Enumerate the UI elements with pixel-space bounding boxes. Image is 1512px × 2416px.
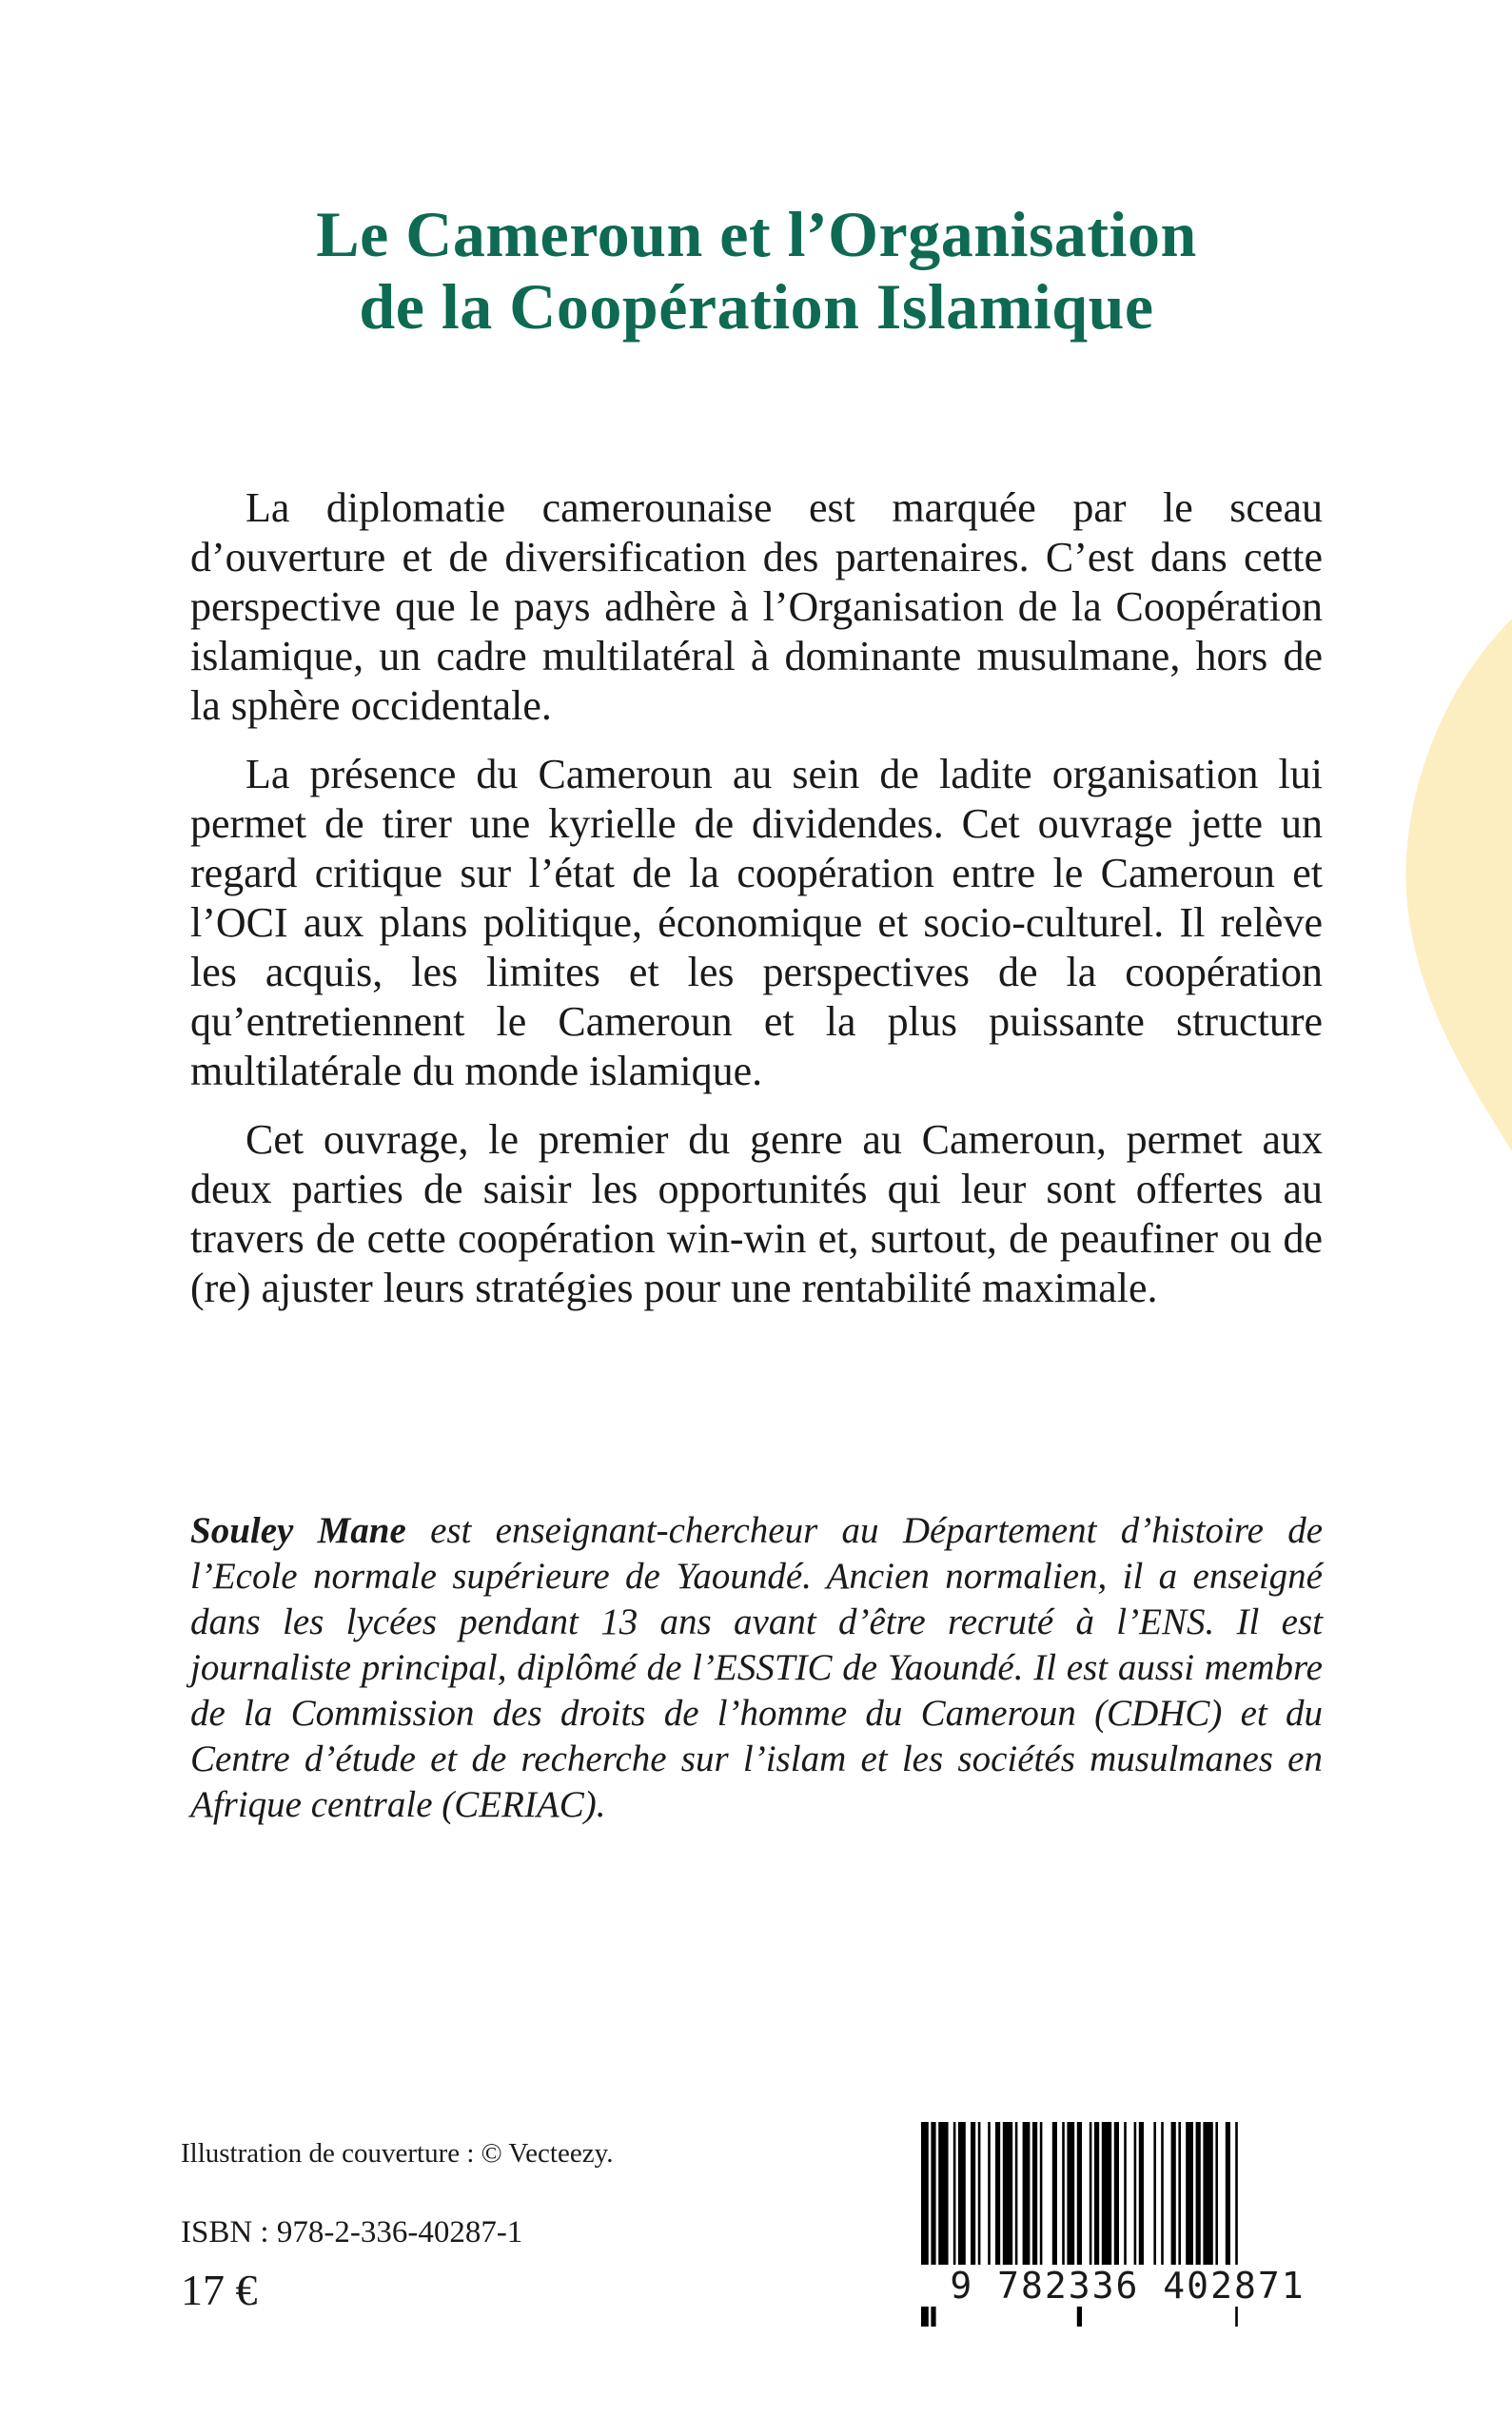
author-bio xyxy=(190,1508,1323,1828)
isbn: ISBN : 978-2-336-40287-1 xyxy=(181,2215,523,2249)
decorative-shape xyxy=(1398,619,1512,1151)
author-bio-text: est enseignant-chercheur au Département d’histoire de l’Ecole normale supérieure de Yaoundé. Ancien normalien, il a enseigné dans les lycées pendant 13 ans avant d’être recruté à l’ENS. Il est journaliste principal, diplômé de l’ESSTIC de Yaoundé. Il est aussi membre de la Commission des droits de l’homme du Cameroun (CDHC) et du Centre d’étude et de recherche sur l’islam et les sociétés musulmanes en Afrique centrale (CERIAC). xyxy=(190,1510,1323,1825)
description-paragraph: Cet ouvrage, le premier du genre au Cameroun, permet aux deux parties de saisir les opportunités qui leur sont offertes au travers de cette coopération win-win et, surtout, de peaufiner ou de (re) ajuster leurs stratégies pour une rentabilité maximale. xyxy=(190,1116,1323,1311)
price: 17 € xyxy=(181,2266,258,2314)
title-line-1: Le Cameroun et l’Organisation xyxy=(316,198,1197,270)
description-paragraph: La présence du Cameroun au sein de ladite organisation lui permet de tirer une kyrielle de dividendes. Cet ouvrage jette un regard critique sur l’état de la coopération entre le Cameroun et l’OCI aux plans politique, économique et socio-culturel. Il relève les acquis, les limites et les perspectives de la coopération qu’entretiennent le Cameroun et la plus puissante structure multilatérale du monde islamique. xyxy=(190,751,1323,1094)
title-line-2: de la Coopération Islamique xyxy=(359,270,1154,343)
book-title xyxy=(143,198,1370,343)
barcode-number: 9 782336 402871 xyxy=(918,2265,1337,2307)
description-paragraph: La diplomatie camerounaise est marquée par le sceau d’ouverture et de diversification des partenaires. C’est dans cette perspective que le pays adhère à l’Organisation de la Coopération islamique, un cadre multilatéral à dominante musulmane, hors de la sphère occidentale. xyxy=(190,484,1323,729)
illustration-credit: Illustration de couverture : © Vecteezy. xyxy=(181,2138,614,2169)
description xyxy=(190,483,1323,1332)
author-name: Souley Mane xyxy=(190,1510,406,1551)
